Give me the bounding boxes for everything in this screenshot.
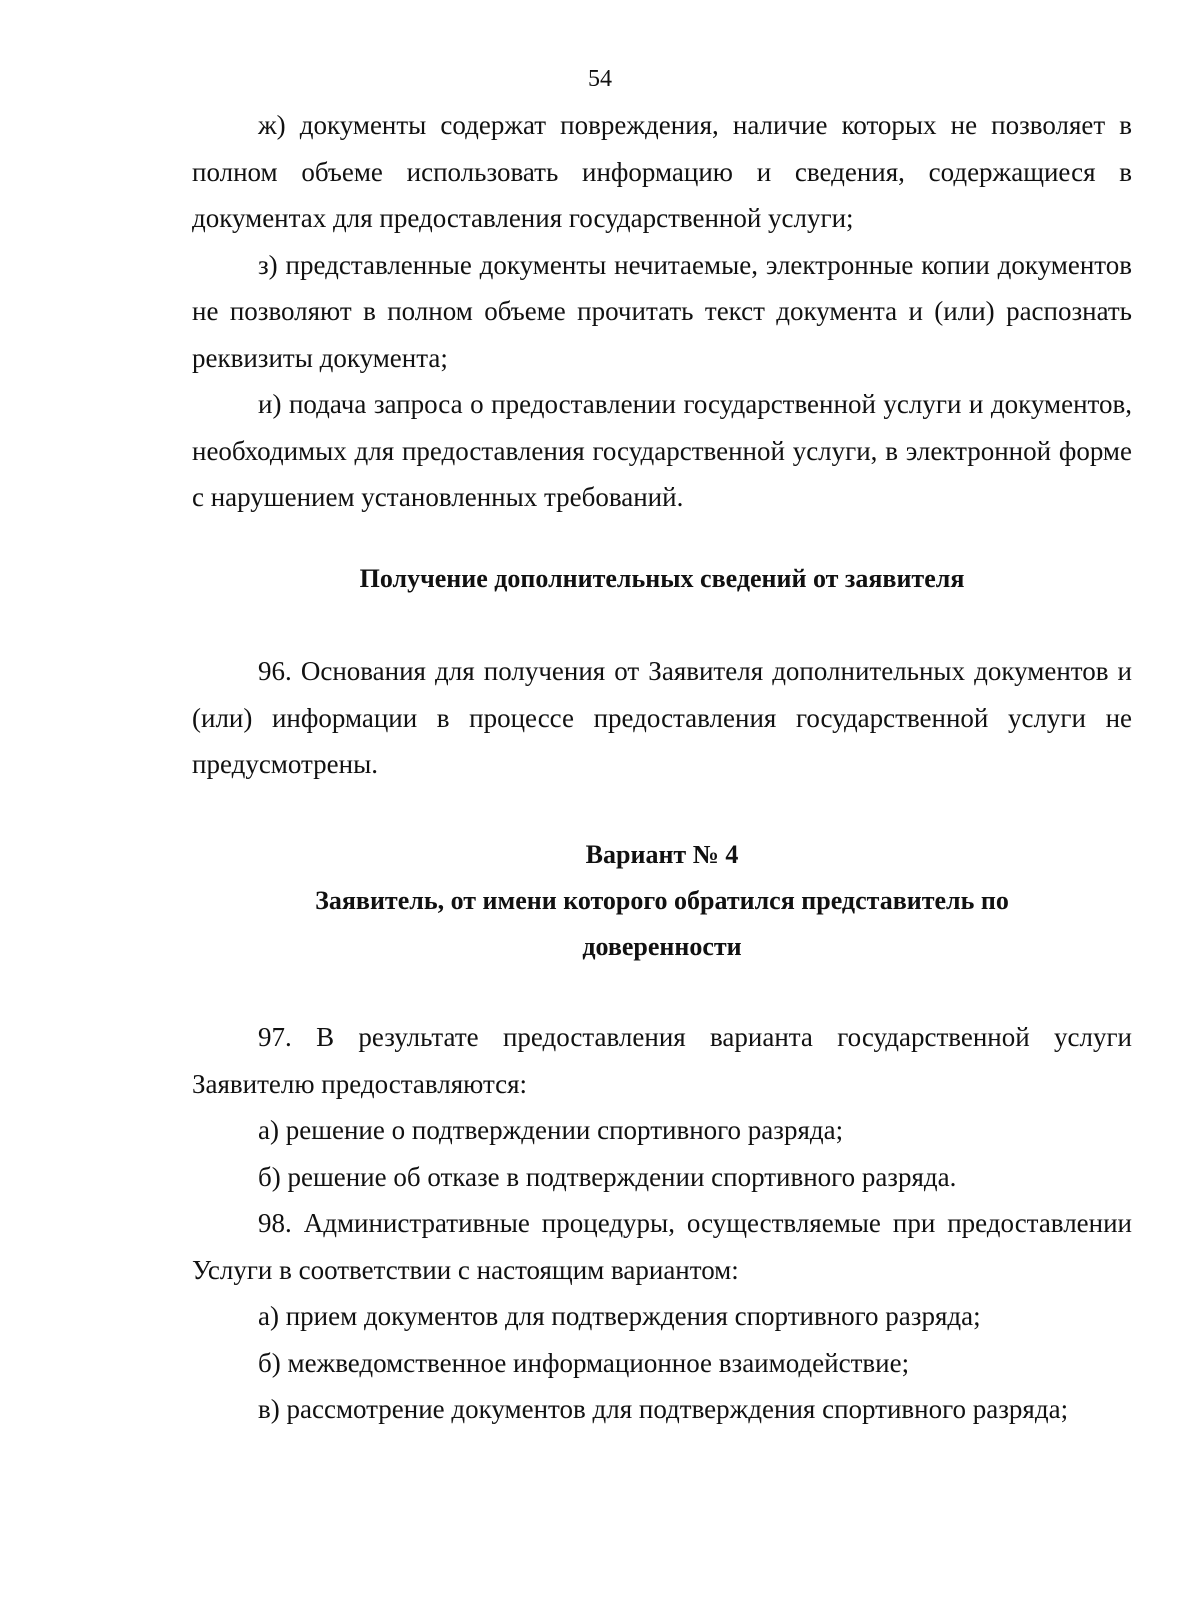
paragraph-block-96: [192, 648, 1132, 788]
variant-subtitle-line2: доверенности: [582, 932, 742, 961]
paragraph-item-97b: б) решение об отказе в подтверждении спортивного разряда.: [258, 1161, 957, 1192]
variant-heading: [192, 832, 1132, 970]
variant-subtitle-line1: Заявитель, от имени которого обратился представитель по: [315, 886, 1009, 915]
paragraph-item-98: 98. Административные процедуры, осуществляемые при предоставлении Услуги в соответствии с настоящим вариантом:: [192, 1208, 1132, 1285]
page-number: 54: [588, 66, 612, 92]
paragraph-item-z: з) представленные документы нечитаемые, электронные копии документов не позволяют в полном объеме прочитать текст документа и (или) распознать реквизиты документа;: [192, 249, 1132, 373]
paragraph-item-zh: ж) документы содержат повреждения, наличие которых не позволяет в полном объеме использовать информацию и сведения, содержащиеся в документах для предоставления государственной услуги;: [192, 110, 1132, 233]
paragraph-item-96: 96. Основания для получения от Заявителя дополнительных документов и (или) информации в процессе предоставления государственной услуги не предусмотрены.: [192, 656, 1132, 779]
paragraph-item-97a: а) решение о подтверждении спортивного разряда;: [258, 1115, 844, 1145]
paragraph-item-98v: в) рассмотрение документов для подтверждения спортивного разряда;: [258, 1394, 1069, 1424]
paragraph-item-98a: а) прием документов для подтверждения спортивного разряда;: [258, 1301, 981, 1331]
section-heading-additional-info: Получение дополнительных сведений от заявителя: [359, 564, 965, 593]
paragraph-item-98b: б) межведомственное информационное взаимодействие;: [258, 1347, 910, 1378]
variant-title: Вариант № 4: [585, 840, 739, 869]
paragraph-item-i: и) подача запроса о предоставлении государственной услуги и документов, необходимых для предоставления государственной услуги, в электронной форме с нарушением установленных требований.: [192, 389, 1132, 512]
paragraph-block-grounds: [192, 102, 1132, 521]
paragraph-item-97: 97. В результате предоставления варианта государственной услуги Заявителю предоставляются:: [192, 1022, 1132, 1099]
paragraph-block-97-98: [192, 1014, 1132, 1433]
